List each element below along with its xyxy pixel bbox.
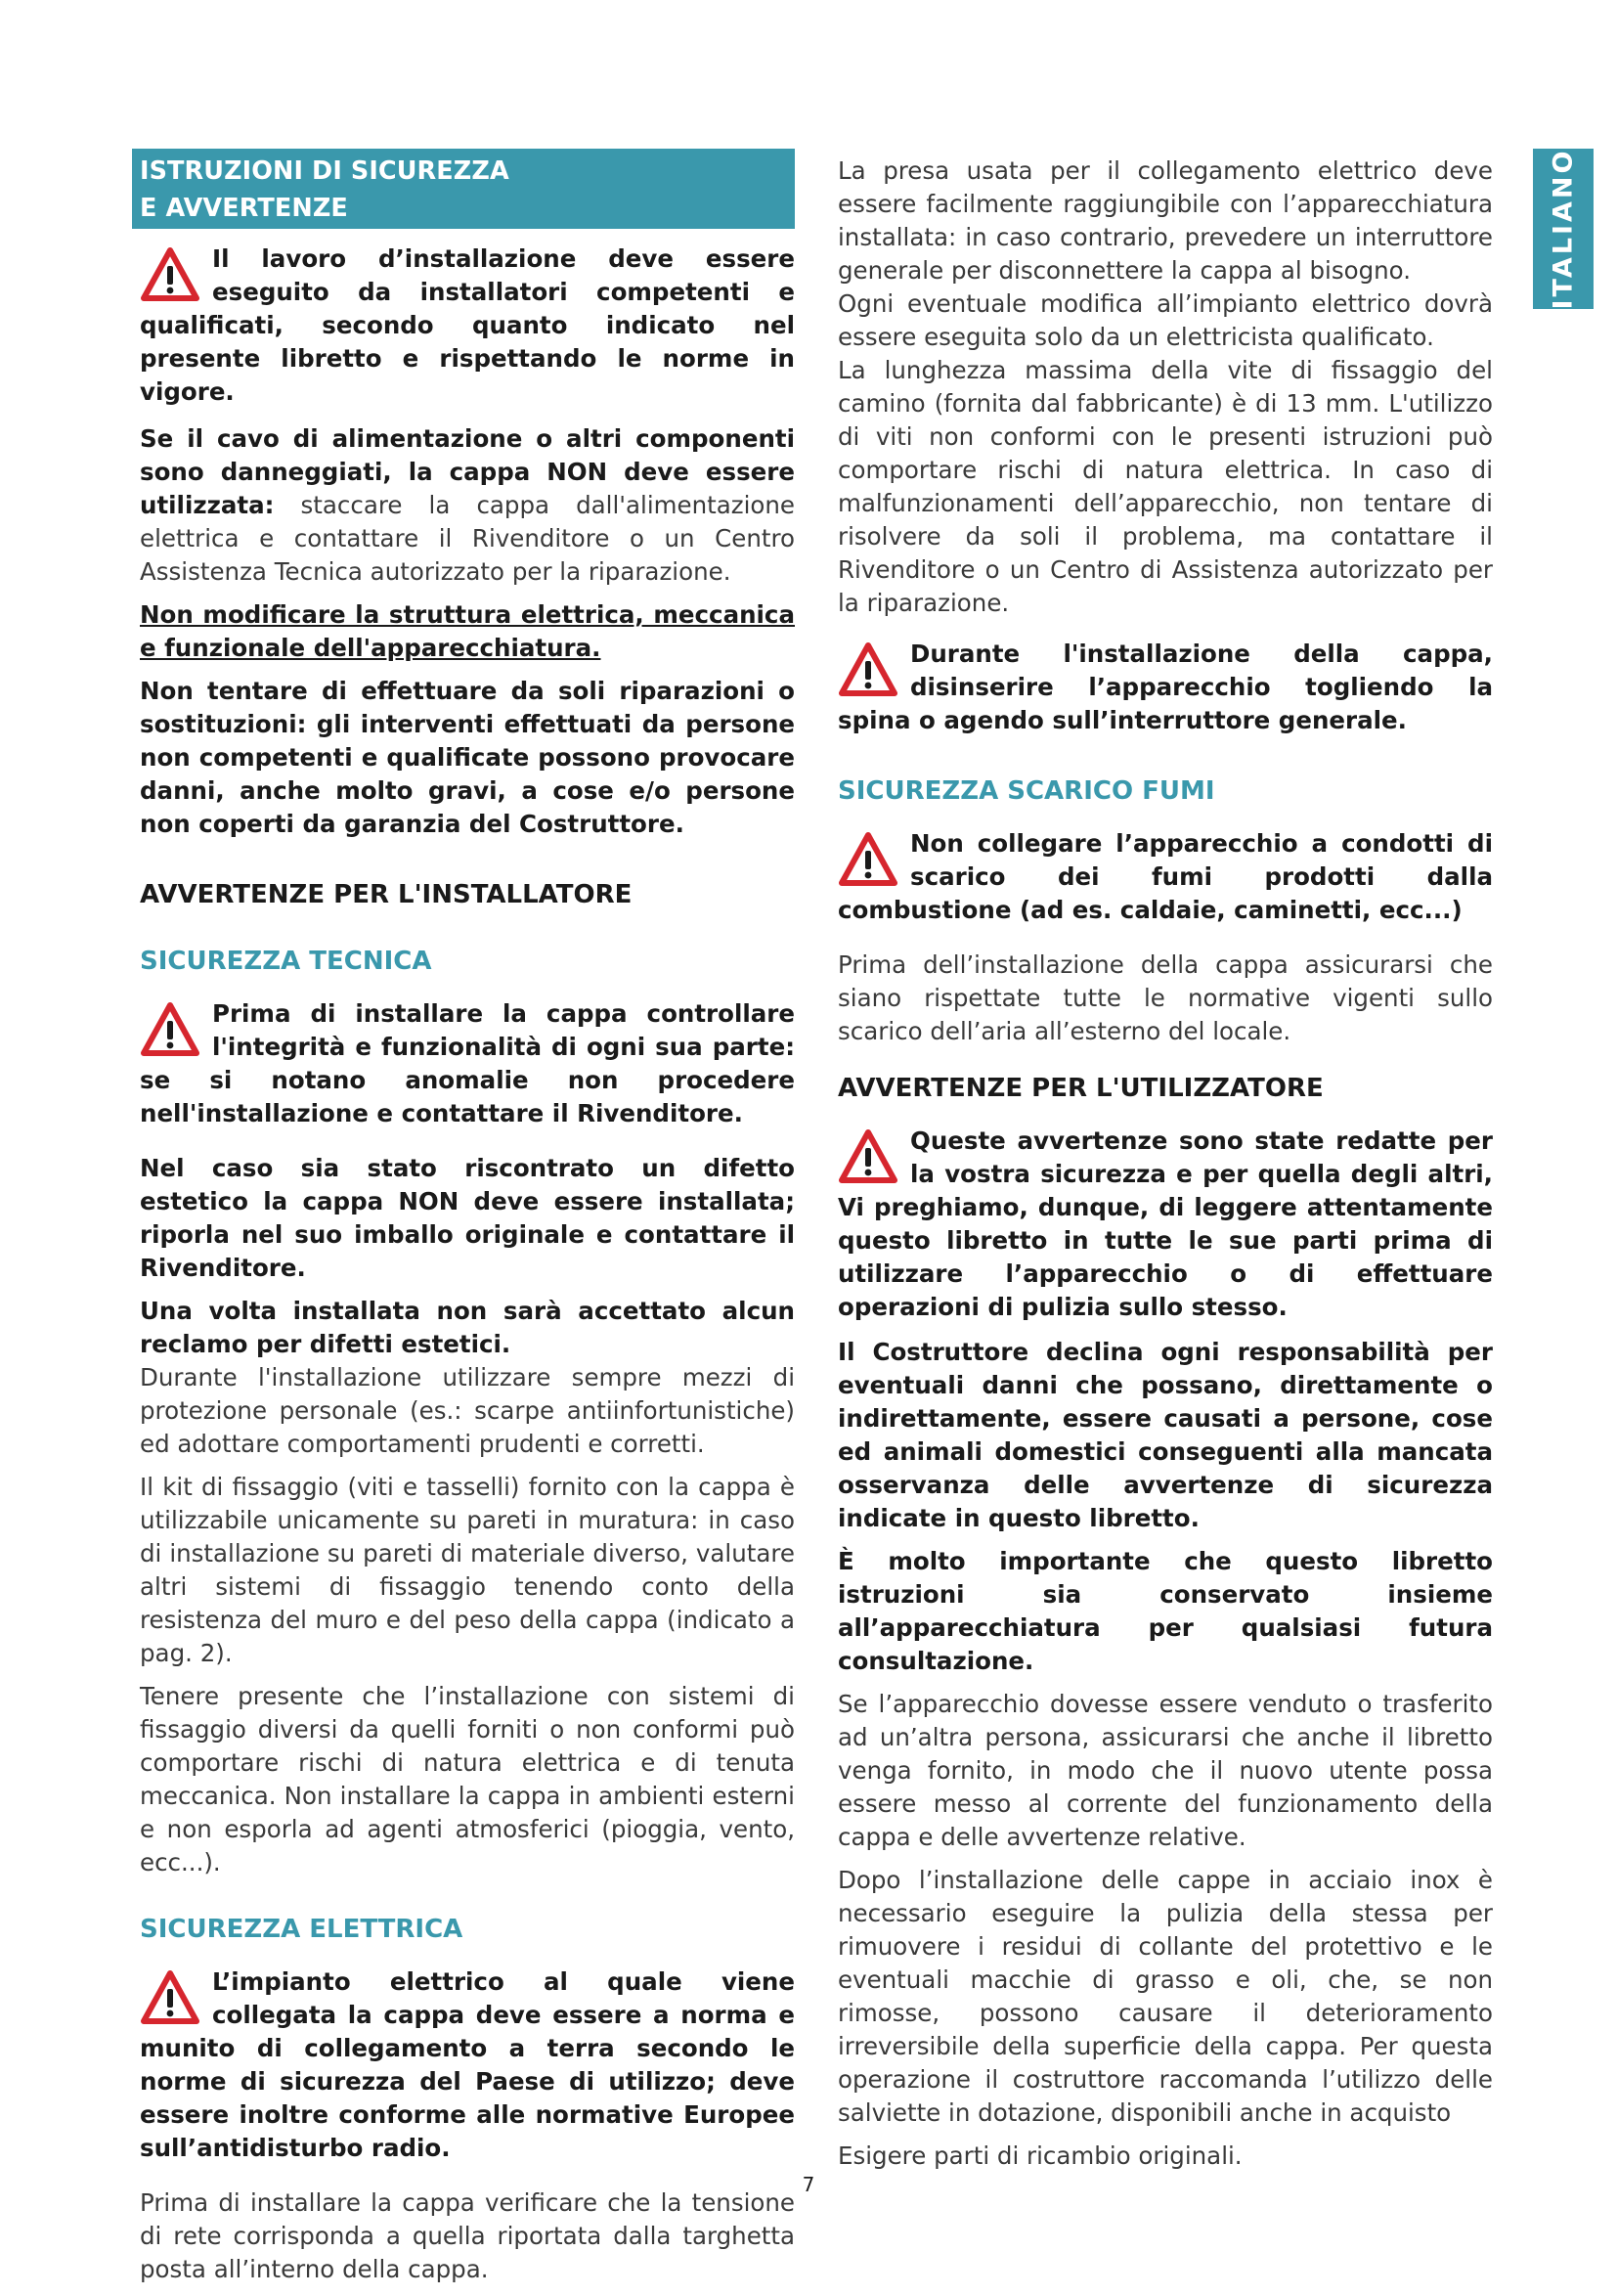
paragraph-no-claims: Una volta installata non sarà accettato alcun reclamo per difetti estetici. [140,1297,795,1358]
warning-disconnect [838,638,1493,737]
warning-icon [140,1001,200,1058]
paragraph-voltage: Prima di installare la cappa verificare che la tensione di rete corrisponda a quella riportata dalla targhetta posta all’interno della cappa. [140,2188,795,2283]
paragraph-modification: Ogni eventuale modifica all’impianto elettrico dovrà essere eseguita solo da un elettricista qualificato. [838,289,1493,351]
language-tab-label: ITALIANO [1548,148,1579,310]
warning-electrical-system [140,1965,795,2165]
paragraph-liability: Il Costruttore declina ogni responsabilità per eventuali danni che possano, direttamente o indirettamente, essere causati a persone, cose ed animali domestici conseguenti alla mancata osservanza delle avvertenze di sicurezza indicate in questo libretto. [838,1338,1493,1532]
section-header-line2: E AVVERTENZE [140,194,348,223]
paragraph-bold-part: Se il cavo di alimentazione o altri componenti sono danneggiati, la cappa NON deve essere utilizzata: [140,424,795,519]
warning-text: L’impianto elettrico al quale viene collegata la cappa deve essere a norma e munito di collegamento a terra secondo le norme di sicurezza del Paese di utilizzo; deve essere inoltre conforme alle normative Europee sull’antidisturbo radio. [140,1967,795,2162]
warning-icon [140,1969,200,2026]
warning-icon [838,641,898,698]
warning-installers [140,243,795,409]
paragraph-air-discharge: Prima dell’installazione della cappa assicurarsi che siano rispettate tutte le normative vigenti sullo scarico dell’aria all’esterno del locale. [838,950,1493,1045]
warning-read-manual [838,1125,1493,1324]
heading-user-warnings: AVVERTENZE PER L'UTILIZZATORE [838,1074,1324,1103]
warning-text: Queste avvertenze sono state redatte per la vostra sicurezza e per quella degli altri, Vi preghiamo, dunque, di leggere attentamente questo libretto in tutte le sue parti prima di utilizzare l’apparecchio o di effettuare operazioni di pulizia sullo stesso. [838,1126,1493,1321]
right-column [838,155,1493,2183]
paragraph-stainless-cleaning: Dopo l’installazione delle cappe in acciaio inox è necessario eseguire la pulizia della stessa per rimuovere i residui di collante del protettivo e le eventuali macchie di grasso e oli, che, se non rimosse, possono causare il deterioramento irreversibile della superficie della cappa. Per questa operazione il costruttore raccomanda l’utilizzo delle salviette in dotazione, disponibili anche in acquisto [838,1866,1493,2127]
warning-icon [140,246,200,303]
paragraph-fixing-kit: Il kit di fissaggio (viti e tasselli) fornito con la cappa è utilizzabile unicamente su pareti in muratura: in caso di installazione su pareti di materiale diverso, valutare altri sistemi di fissaggio tenendo conto della resistenza del muro e del peso della cappa (indicato a pag. 2). [140,1473,795,1667]
section-header-line1: ISTRUZIONI DI SICUREZZA [140,156,509,186]
paragraph-screw-length: La lunghezza massima della vite di fissaggio del camino (fornita dal fabbricante) è di 13 mm. L'utilizzo di viti non conformi con le presenti istruzioni può comportare rischi di natura elettrica. In caso di malfunzionamenti dell’apparecchio, non tentare di risolvere da soli il problema, ma contattare il Rivenditore o un Centro di Assistenza autorizzato per la riparazione. [838,356,1493,617]
warning-text: Il lavoro d’installazione deve essere eseguito da installatori competenti e qualificati, secondo quanto indicato nel presente libretto e rispettando le norme in vigore. [140,244,795,406]
page-number: 7 [802,2173,815,2196]
paragraph-other-fixings: Tenere presente che l’installazione con sistemi di fissaggio diversi da quelli forniti o non conformi può comportare rischi di natura elettrica e di tenuta meccanica. Non installare la cappa in ambienti esterni e non esporla ad agenti atmosferici (pioggia, vento, ecc...). [140,1682,795,1877]
paragraph-light-part: staccare la cappa dall'alimentazione elettrica e contattare il Rivenditore o un Centro Assistenza Tecnica autorizzato per la riparazione. [140,491,795,586]
paragraph-aesthetic-defect: Nel caso sia stato riscontrato un difetto estetico la cappa NON deve essere installata; riporla nel suo imballo originale e contattare il Rivenditore. [140,1154,795,1282]
paragraph-spare-parts: Esigere parti di ricambio originali. [838,2141,1243,2170]
language-tab [1533,149,1594,309]
warning-check-integrity [140,997,795,1130]
heading-electrical-safety: SICUREZZA ELETTRICA [140,1915,463,1944]
warning-text: Durante l'installazione della cappa, disinserire l’apparecchio togliendo la spina o agendo sull’interruttore generale. [838,640,1493,734]
left-column [140,149,795,2296]
heading-fumes-safety: SICUREZZA SCARICO FUMI [838,776,1215,806]
paragraph-resale: Se l’apparecchio dovesse essere venduto o trasferito ad un’altra persona, assicurarsi che anche il libretto venga fornito, in modo che il nuovo utente possa essere messo al corrente del funzionamento della cappa e delle avvertenze relative. [838,1690,1493,1851]
paragraph-socket: La presa usata per il collegamento elettrico deve essere facilmente raggiungibile con l’apparecchiatura installata: in caso contrario, prevedere un interruttore generale per disconnettere la cappa al bisogno. [838,156,1493,285]
warning-text: Prima di installare la cappa controllare l'integrità e funzionalità di ogni sua parte: se si notano anomalie non procedere nell'installazione e contattare il Rivenditore. [140,999,795,1127]
heading-installer-warnings: AVVERTENZE PER L'INSTALLATORE [140,880,633,909]
heading-technical-safety: SICUREZZA TECNICA [140,947,432,976]
warning-text: Non collegare l’apparecchio a condotti di scarico dei fumi prodotti dalla combustione (ad es. caldaie, caminetti, ecc...) [838,829,1493,924]
warning-fumes [838,827,1493,927]
warning-icon [838,831,898,888]
paragraph-no-modify: Non modificare la struttura elettrica, meccanica e funzionale dell'apparecchiatura. [140,600,795,662]
paragraph-keep-manual: È molto importante che questo libretto istruzioni sia conservato insieme all’apparecchiatura per qualsiasi futura consultazione. [838,1547,1493,1675]
paragraph-damaged-cable [140,422,795,589]
paragraph-no-repairs: Non tentare di effettuare da soli riparazioni o sostituzioni: gli interventi effettuati da persone non competenti e qualificate possono provocare danni, anche molto gravi, a cose e/o persone non coperti da garanzia del Costruttore. [140,677,795,838]
paragraph-protection: Durante l'installazione utilizzare sempre mezzi di protezione personale (es.: scarpe antiinfortunistiche) ed adottare comportamenti prudenti e corretti. [140,1363,795,1458]
section-header [132,149,795,229]
warning-icon [838,1128,898,1185]
